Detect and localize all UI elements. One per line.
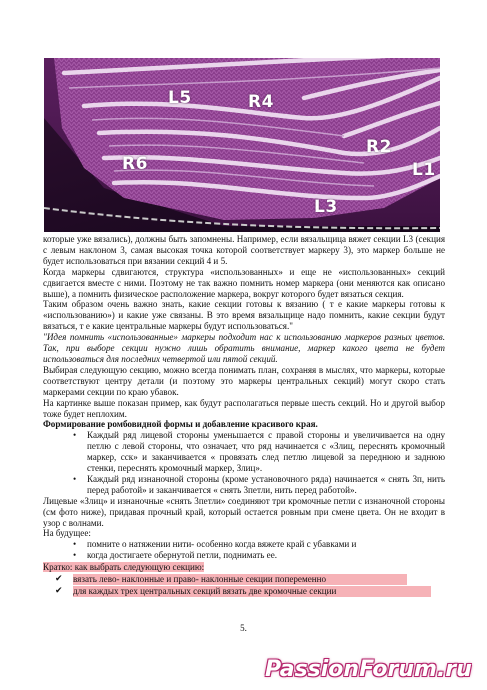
- section-label-r6: R6: [122, 154, 148, 174]
- checkmark-icon: ✔: [55, 586, 63, 596]
- summary-block: [43, 562, 445, 573]
- checklist-item-text: вязать лево- наклонные и право- наклонные секции попеременно: [73, 574, 407, 585]
- list-item: • помните о натяжении нити- особенно когда вяжете край с убавками и: [73, 539, 445, 550]
- summary-checklist: [43, 574, 445, 597]
- paragraph-5: Выбирая следующую секцию, можно всегда понимать план, сохраняя в мыслях, что маркеры, которые соответствуют центру детали (и поэтому это маркеры центральных секций) могут скоро стать маркерами секции по краю убавок.: [43, 364, 445, 397]
- summary-title: Кратко: как выбрать следующую секцию:: [43, 562, 205, 573]
- paragraph-8: На будущее:: [43, 528, 91, 539]
- paragraph-2: Когда маркеры сдвигаются, структура «использованных» и еще не «использованных» секций сдвигается вместе с ними. Поэтому не так важно помнить номер маркера (они меняются как описано выше), а помнить физическое расположение маркера, вокруг которого будет вязаться секция.: [43, 266, 445, 299]
- section-label-r4: R4: [248, 92, 274, 112]
- paragraph-6: На картинке выше показан пример, как будут располагаться первые шесть секций. Но и другой выбор тоже будет неплохим.: [43, 397, 445, 419]
- list-item: • когда достигаете обернутой петли, поднимать ее.: [73, 550, 445, 561]
- checklist-item-text: для каждых трех центральных секций вязать две кромочные секции: [73, 586, 431, 597]
- list-item: • Каждый ряд лицевой стороны уменьшается с правой стороны и увеличивается на одну петлю с левой стороны, что означает, что ряд начинается с «Злиц, переснять кромочный маркер, сск» и заканчивается « провязать след петлю лицевой за переднюю и заднюю стенки, переснять кромочный маркер, Злиц».: [73, 430, 445, 474]
- section-label-r2: R2: [366, 137, 392, 157]
- paragraph-4: "Идея помнить «использованные» маркеры подходит нас к использованию маркеров разных цветов. Так, при выборе секции нужно лишь обратить внимание, маркер какого цвета не будет использоваться для последних четвертой или пятой секций.: [43, 332, 445, 364]
- checkmark-icon: ✔: [55, 574, 63, 585]
- checklist-item: [53, 586, 445, 597]
- paragraph-1: которые уже вязались), должны быть запомнены. Например, если вязальщица вяжет секции L3 (секция с левым наклоном 3, самая высокая точка которой соответствует маркеру 3), это маркер больше не будет использоваться при вязании секций 4 и 5.: [43, 234, 445, 266]
- paragraph-3: Таким образом очень важно знать, какие секции готовы к вязанию ( т е какие маркеры готовы к «использованию») и какие уже связаны. В это время вязальщице надо помнить, какие секции будут вязаться, т е какие центральные маркеры будут использоваться.": [43, 299, 445, 332]
- bullet-list-rows: [43, 430, 445, 495]
- checklist-item: [53, 574, 445, 585]
- page-number: 5.: [240, 623, 247, 633]
- body-text: [43, 234, 445, 597]
- section-label-l3: L3: [314, 197, 338, 217]
- watermark-logo: PassionForum.ru: [265, 657, 472, 682]
- knitting-photo: [44, 58, 440, 232]
- list-item: • Каждый ряд изнаночной стороны (кроме установочного ряда) начинается « снять 3п, нить перед работой» и заканчивается « снять 3петли, нить перед работой».: [73, 474, 445, 496]
- section-heading: Формирование ромбовидной формы и добавление красивого края.: [43, 419, 318, 430]
- bullet-list-future: [43, 539, 445, 561]
- section-label-l5: L5: [168, 88, 192, 108]
- section-label-l1: L1: [412, 160, 436, 180]
- paragraph-7: Лицевые «Злиц» и изнаночные «снять 3петли» соединяют три кромочные петли с изнаночной стороны (см фото ниже), придавая прочный край, который остается ровным при смене цвета. Он не входит в узор с волнами.: [43, 495, 445, 528]
